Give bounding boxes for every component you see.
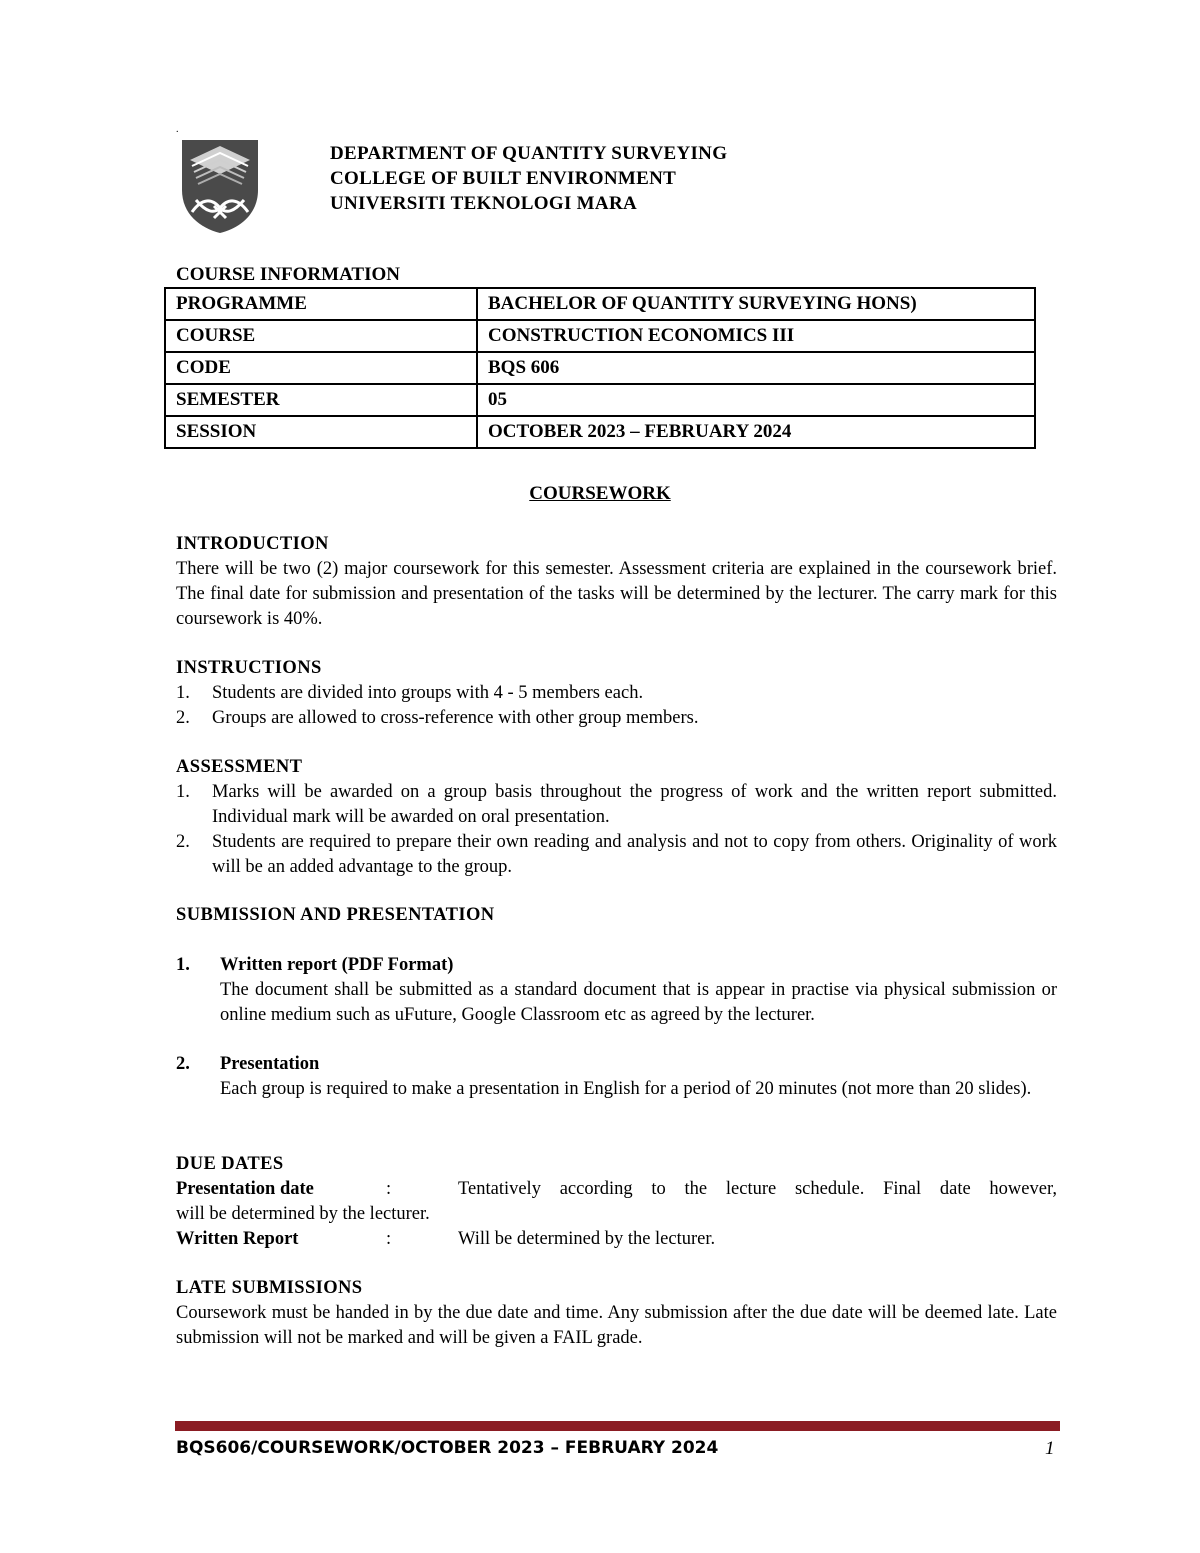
submission-number: 2. <box>176 1054 190 1074</box>
late-submissions-heading: LATE SUBMISSIONS <box>176 1278 363 1298</box>
written-report-row <box>176 1227 1057 1252</box>
list-number: 1. <box>176 683 190 703</box>
table-value: OCTOBER 2023 – FEBRUARY 2024 <box>477 416 1035 448</box>
table-row <box>165 416 1035 448</box>
table-key: PROGRAMME <box>165 288 477 320</box>
page-number: 1 <box>1045 1438 1055 1459</box>
institution-header <box>330 141 727 216</box>
submission-number: 1. <box>176 955 190 975</box>
submission-item-written-report <box>176 953 1057 1028</box>
stray-dot: . <box>176 124 179 135</box>
submission-heading: SUBMISSION AND PRESENTATION <box>176 905 495 925</box>
introduction-heading: INTRODUCTION <box>176 534 329 554</box>
submission-title: Written report (PDF Format) <box>220 955 454 975</box>
table-row <box>165 384 1035 416</box>
presentation-date-row <box>176 1177 1057 1202</box>
university-crest-icon <box>178 138 262 234</box>
submission-title: Presentation <box>220 1054 320 1074</box>
list-item <box>176 780 1057 830</box>
table-value: BQS 606 <box>477 352 1035 384</box>
instructions-heading: INSTRUCTIONS <box>176 658 322 678</box>
written-report-value: Will be determined by the lecturer. <box>458 1229 716 1249</box>
list-number: 1. <box>176 782 190 802</box>
presentation-date-label: Presentation date <box>176 1179 314 1199</box>
course-info-table <box>164 287 1036 449</box>
list-text: Students are required to prepare their own reading and analysis and not to copy from others. Originality of work will be an added advantage to the group. <box>212 832 1057 877</box>
submission-text: The document shall be submitted as a standard document that is appear in practise via physical submission or online medium such as uFuture, Google Classroom etc as agreed by the lecturer. <box>220 980 1057 1025</box>
submission-heading-block <box>176 903 1057 928</box>
footer-reference: BQS606/COURSEWORK/OCTOBER 2023 – FEBRUARY 2024 <box>176 1438 719 1458</box>
list-number: 2. <box>176 708 190 728</box>
introduction-section <box>176 532 1057 632</box>
instructions-section <box>176 656 1057 731</box>
list-item <box>176 706 1057 731</box>
list-item <box>176 830 1057 880</box>
submission-text: Each group is required to make a presentation in English for a period of 20 minutes (not more than 20 slides). <box>220 1079 1032 1099</box>
table-row <box>165 352 1035 384</box>
presentation-date-value: Tentatively according to the lecture schedule. Final date however, <box>458 1179 1057 1199</box>
assessment-list <box>176 780 1057 880</box>
presentation-date-colon: : <box>386 1179 392 1199</box>
submission-item <box>176 1052 1057 1102</box>
list-text: Groups are allowed to cross-reference with other group members. <box>212 708 699 728</box>
table-value: CONSTRUCTION ECONOMICS III <box>477 320 1035 352</box>
college-name: COLLEGE OF BUILT ENVIRONMENT <box>330 168 677 189</box>
written-report-label: Written Report <box>176 1229 299 1249</box>
assessment-section <box>176 755 1057 880</box>
due-dates-heading: DUE DATES <box>176 1154 284 1174</box>
university-name: UNIVERSITI TEKNOLOGI MARA <box>330 193 637 214</box>
footer-divider <box>175 1421 1060 1431</box>
table-value: 05 <box>477 384 1035 416</box>
list-text: Students are divided into groups with 4 - 5 members each. <box>212 683 644 703</box>
table-key: COURSE <box>165 320 477 352</box>
late-submissions-text: Coursework must be handed in by the due date and time. Any submission after the due date will be deemed late. Late submission will not be marked and will be given a FAIL grade. <box>176 1303 1057 1348</box>
course-info-heading: COURSE INFORMATION <box>176 264 400 285</box>
coursework-title: COURSEWORK <box>529 483 671 504</box>
instructions-list <box>176 681 1057 731</box>
table-row <box>165 288 1035 320</box>
list-text: Marks will be awarded on a group basis throughout the progress of work and the written report submitted. Individual mark will be awarded on oral presentation. <box>212 782 1057 827</box>
introduction-text: There will be two (2) major coursework for this semester. Assessment criteria are explained in the coursework brief. The final date for submission and presentation of the tasks will be determined by the lecturer. The carry mark for this coursework is 40%. <box>176 559 1057 629</box>
list-item <box>176 681 1057 706</box>
table-value: BACHELOR OF QUANTITY SURVEYING HONS) <box>477 288 1035 320</box>
table-row <box>165 320 1035 352</box>
table-key: CODE <box>165 352 477 384</box>
table-key: SESSION <box>165 416 477 448</box>
submission-item <box>176 953 1057 1028</box>
submission-item-presentation <box>176 1052 1057 1102</box>
list-number: 2. <box>176 832 190 852</box>
due-dates-section <box>176 1152 1057 1252</box>
table-key: SEMESTER <box>165 384 477 416</box>
late-submissions-section <box>176 1276 1057 1351</box>
presentation-date-continuation: will be determined by the lecturer. <box>176 1204 430 1224</box>
assessment-heading: ASSESSMENT <box>176 757 303 777</box>
department-name: DEPARTMENT OF QUANTITY SURVEYING <box>330 143 728 164</box>
written-report-colon: : <box>386 1229 392 1249</box>
